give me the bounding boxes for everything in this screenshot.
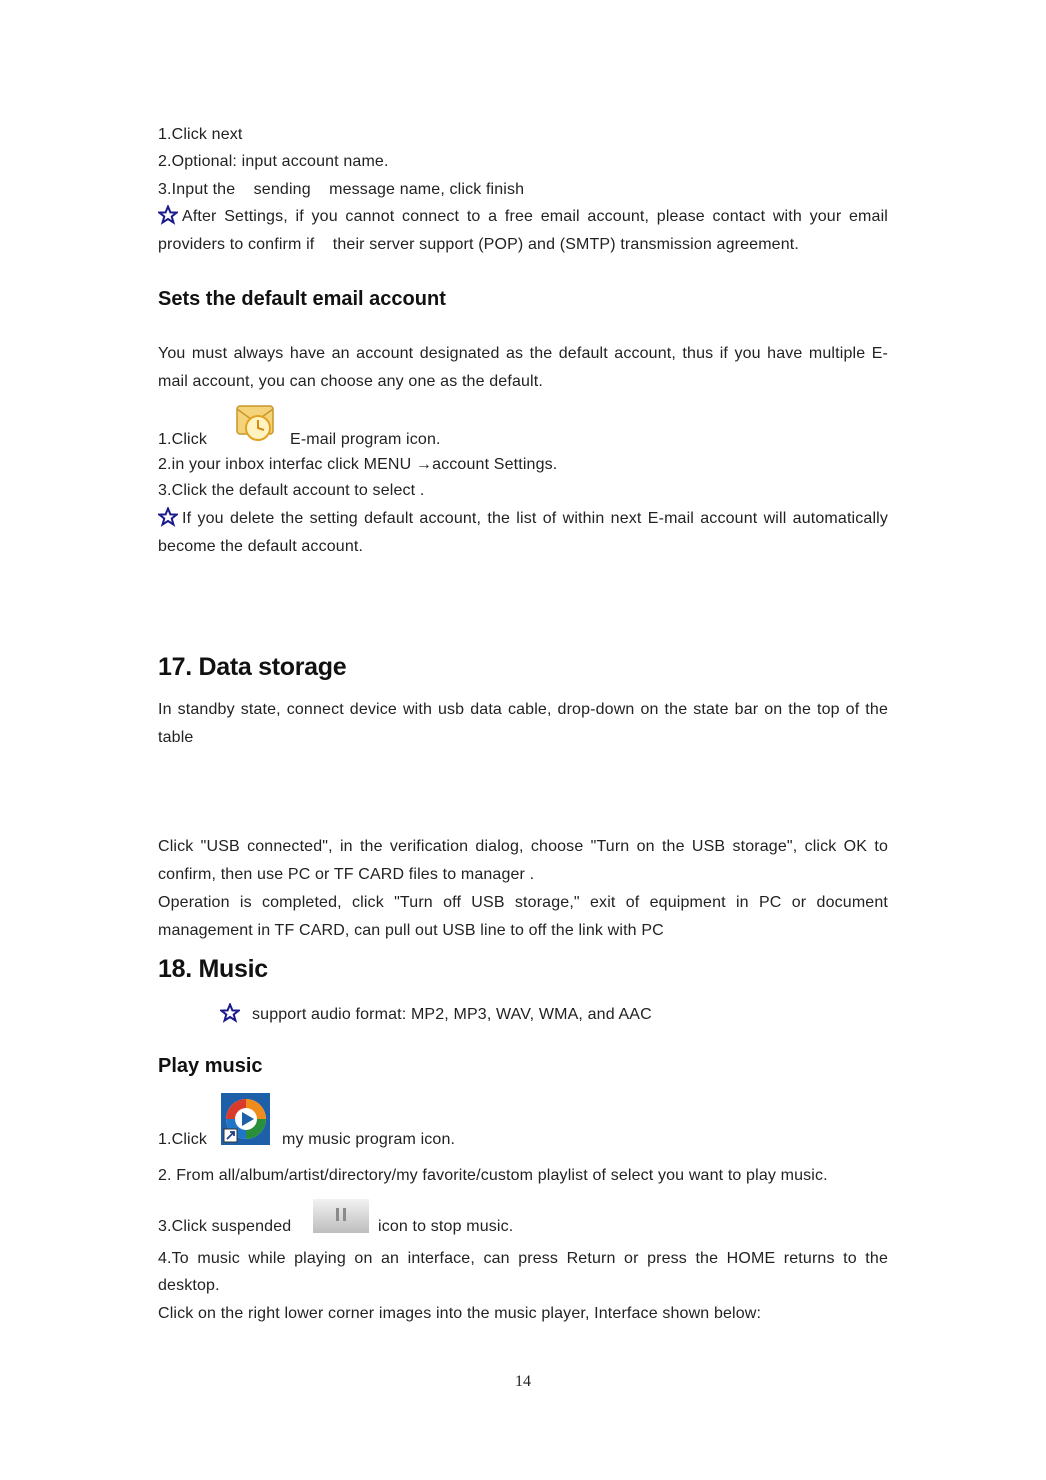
music-formats-note xyxy=(220,1003,652,1025)
pause-icon xyxy=(313,1199,369,1233)
music-player-icon xyxy=(221,1093,270,1145)
music-step-1-suffix: my music program icon. xyxy=(282,1131,456,1148)
star-outline-icon xyxy=(158,507,178,527)
email-setup-note xyxy=(158,203,893,259)
default-account-intro: You must always have an account designated as the default account, thus if you have multiple E-mail account, you can choose any one as the default. xyxy=(158,345,888,390)
email-setup-step-1: 1.Click next xyxy=(158,126,243,143)
email-program-icon xyxy=(234,402,280,444)
default-account-step-1-prefix: 1.Click xyxy=(158,431,208,448)
default-account-step-3: 3.Click the default account to select . xyxy=(158,482,425,499)
default-account-step-1-suffix: E-mail program icon. xyxy=(290,431,441,448)
music-step-3-suffix: icon to stop music. xyxy=(378,1218,514,1235)
data-storage-para-3: Operation is completed, click "Turn off USB storage," exit of equipment in PC or document management in TF CARD, can pull out USB line to off the link with PC xyxy=(158,894,888,939)
default-account-note xyxy=(158,505,888,561)
data-storage-heading: 17. Data storage xyxy=(158,653,347,681)
play-music-heading: Play music xyxy=(158,1055,263,1077)
data-storage-para-2: Click "USB connected", in the verification dialog, choose "Turn on the USB storage", click OK to confirm, then use PC or TF CARD files to manager . xyxy=(158,838,888,883)
star-outline-icon xyxy=(158,205,178,225)
page-number: 14 xyxy=(515,1373,531,1390)
music-closing-text: Click on the right lower corner images into the music player, Interface shown below: xyxy=(158,1305,762,1322)
music-step-3 xyxy=(158,1217,888,1237)
email-setup-note-text: After Settings, if you cannot connect to a free email account, please contact with your email providers to confirm if their server support (POP) and (SMTP) transmission agreement. xyxy=(158,208,893,253)
music-step-1-prefix: 1.Click xyxy=(158,1131,208,1148)
music-heading: 18. Music xyxy=(158,955,268,983)
music-step-2: 2. From all/album/artist/directory/my favorite/custom playlist of select you want to play music. xyxy=(158,1167,828,1184)
email-setup-step-3: 3.Input the sending message name, click finish xyxy=(158,181,525,198)
data-storage-para-1: In standby state, connect device with usb data cable, drop-down on the state bar on the top of the table xyxy=(158,701,888,746)
default-account-heading: Sets the default email account xyxy=(158,288,446,310)
star-outline-icon xyxy=(220,1003,240,1023)
default-account-step-2: 2.in your inbox interfac click MENU →account Settings. xyxy=(158,456,558,473)
default-account-note-text: If you delete the setting default account, the list of within next E-mail account will automatically become the default account. xyxy=(158,510,888,555)
music-step-4: 4.To music while playing on an interface, can press Return or press the HOME returns to the desktop. xyxy=(158,1250,888,1294)
music-step-3-prefix: 3.Click suspended xyxy=(158,1218,292,1235)
email-setup-step-2: 2.Optional: input account name. xyxy=(158,153,389,170)
music-formats-text: support audio format: MP2, MP3, WAV, WMA, and AAC xyxy=(252,1006,652,1023)
